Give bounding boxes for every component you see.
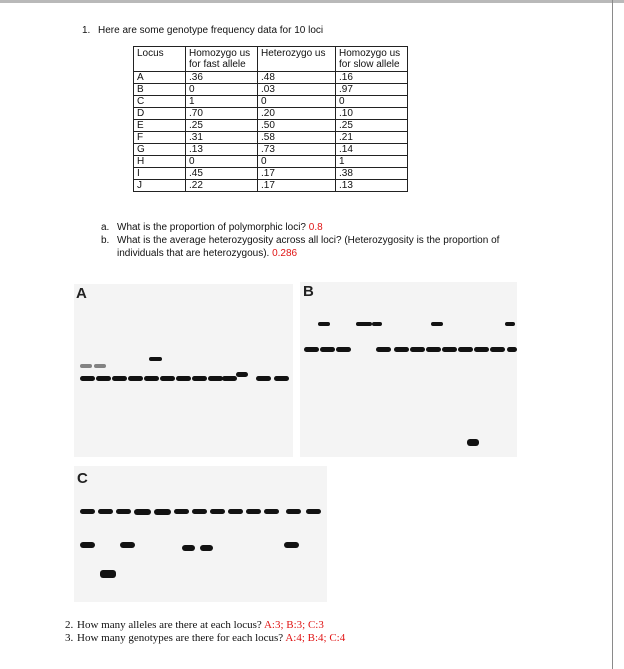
cell-locus: B	[134, 84, 186, 96]
cell-fast: .36	[186, 72, 258, 84]
answer-3: A:4; B:4; C:4	[285, 632, 346, 644]
gel-band	[96, 376, 111, 381]
cell-locus: D	[134, 108, 186, 120]
table-row	[134, 72, 408, 84]
page-right-border	[612, 0, 613, 669]
gel-band	[336, 347, 351, 352]
cell-fast: .13	[186, 144, 258, 156]
gel-band	[98, 509, 113, 514]
gel-band	[144, 376, 159, 381]
gel-band	[192, 509, 207, 514]
table-row	[134, 180, 408, 192]
table-header-row	[134, 47, 408, 72]
cell-fast: 1	[186, 96, 258, 108]
gel-band	[394, 347, 409, 352]
gel-band	[264, 509, 279, 514]
gel-band	[490, 347, 505, 352]
gel-band	[320, 347, 335, 352]
question-1a: a. What is the proportion of polymorphic loci? 0.8	[101, 222, 323, 233]
cell-het: 0	[258, 96, 336, 108]
gel-band	[256, 376, 271, 381]
cell-fast: .31	[186, 132, 258, 144]
answer-1a: 0.8	[308, 222, 323, 233]
table-row	[134, 168, 408, 180]
header-heterozygous: Heterozygo us	[258, 47, 336, 72]
cell-locus: I	[134, 168, 186, 180]
gel-band	[94, 364, 106, 368]
gel-band	[80, 364, 92, 368]
cell-het: .50	[258, 120, 336, 132]
gel-band	[128, 376, 143, 381]
gel-label-b: B	[303, 283, 314, 300]
answer-1b: 0.286	[272, 248, 298, 259]
gel-band	[80, 542, 95, 548]
cell-het: .73	[258, 144, 336, 156]
table-row	[134, 84, 408, 96]
cell-fast: .70	[186, 108, 258, 120]
gel-band	[426, 347, 441, 352]
gel-band	[160, 376, 175, 381]
cell-slow: .25	[336, 120, 408, 132]
header-homozygous-fast: Homozygo us for fast allele	[186, 47, 258, 72]
gel-band	[458, 347, 473, 352]
page-top-border	[0, 0, 624, 3]
gel-image-b	[300, 282, 517, 457]
question-1b-cont: individuals that are heterozygous). 0.286	[117, 248, 298, 259]
gel-band	[192, 376, 207, 381]
cell-het: .03	[258, 84, 336, 96]
gel-band	[176, 376, 191, 381]
gel-band	[442, 347, 457, 352]
gel-band	[304, 347, 319, 352]
gel-band	[507, 347, 517, 352]
cell-het: .48	[258, 72, 336, 84]
gel-band	[174, 509, 189, 514]
table-row	[134, 144, 408, 156]
gel-band	[134, 509, 151, 515]
gel-band	[116, 509, 131, 514]
gel-band	[318, 322, 330, 326]
header-homozygous-slow: Homozygo us for slow allele	[336, 47, 408, 72]
table-row	[134, 120, 408, 132]
gel-band	[376, 347, 391, 352]
gel-band	[222, 376, 237, 381]
header-locus: Locus	[134, 47, 186, 72]
gel-image-a	[74, 284, 293, 457]
cell-locus: J	[134, 180, 186, 192]
gel-band	[431, 322, 443, 326]
cell-het: 0	[258, 156, 336, 168]
question-2: 2. How many alleles are there at each locus? A:3; B:3; C:3	[65, 619, 324, 631]
gel-band	[100, 570, 116, 578]
table-row	[134, 96, 408, 108]
gel-band	[274, 376, 289, 381]
gel-band	[474, 347, 489, 352]
gel-band	[120, 542, 135, 548]
gel-band	[356, 322, 372, 326]
gel-band	[286, 509, 301, 514]
cell-locus: E	[134, 120, 186, 132]
cell-fast: 0	[186, 156, 258, 168]
cell-slow: .16	[336, 72, 408, 84]
cell-het: .58	[258, 132, 336, 144]
gel-band	[372, 322, 382, 326]
cell-het: .17	[258, 180, 336, 192]
gel-band	[505, 322, 515, 326]
table-row	[134, 156, 408, 168]
cell-slow: .97	[336, 84, 408, 96]
gel-band	[306, 509, 321, 514]
gel-band	[80, 509, 95, 514]
gel-band	[208, 376, 223, 381]
gel-band	[467, 439, 479, 446]
cell-fast: 0	[186, 84, 258, 96]
cell-locus: H	[134, 156, 186, 168]
cell-locus: G	[134, 144, 186, 156]
gel-band	[246, 509, 261, 514]
cell-fast: .22	[186, 180, 258, 192]
cell-slow: .13	[336, 180, 408, 192]
gel-band	[410, 347, 425, 352]
gel-band	[154, 509, 171, 515]
gel-band	[236, 372, 248, 377]
cell-fast: .45	[186, 168, 258, 180]
gel-band	[200, 545, 213, 551]
cell-het: .20	[258, 108, 336, 120]
question-1b: b. What is the average heterozygosity across all loci? (Heterozygosity is the proportion of	[101, 235, 500, 246]
gel-band	[182, 545, 195, 551]
gel-band	[228, 509, 243, 514]
cell-slow: 1	[336, 156, 408, 168]
cell-het: .17	[258, 168, 336, 180]
gel-band	[112, 376, 127, 381]
cell-slow: 0	[336, 96, 408, 108]
answer-2: A:3; B:3; C:3	[263, 619, 324, 631]
gel-image-c	[74, 466, 327, 602]
cell-slow: .10	[336, 108, 408, 120]
gel-label-a: A	[76, 285, 87, 302]
cell-locus: F	[134, 132, 186, 144]
cell-fast: .25	[186, 120, 258, 132]
gel-band	[149, 357, 162, 361]
gel-band	[284, 542, 299, 548]
cell-slow: .38	[336, 168, 408, 180]
gel-band	[80, 376, 95, 381]
question-3: 3. How many genotypes are there for each locus? A:4; B:4; C:4	[65, 632, 346, 644]
cell-locus: C	[134, 96, 186, 108]
table-row	[134, 108, 408, 120]
gel-band	[210, 509, 225, 514]
genotype-frequency-table	[133, 46, 408, 192]
gel-label-c: C	[77, 470, 88, 487]
question-1-title: 1. Here are some genotype frequency data for 10 loci	[82, 25, 324, 36]
cell-slow: .14	[336, 144, 408, 156]
cell-locus: A	[134, 72, 186, 84]
table-row	[134, 132, 408, 144]
cell-slow: .21	[336, 132, 408, 144]
